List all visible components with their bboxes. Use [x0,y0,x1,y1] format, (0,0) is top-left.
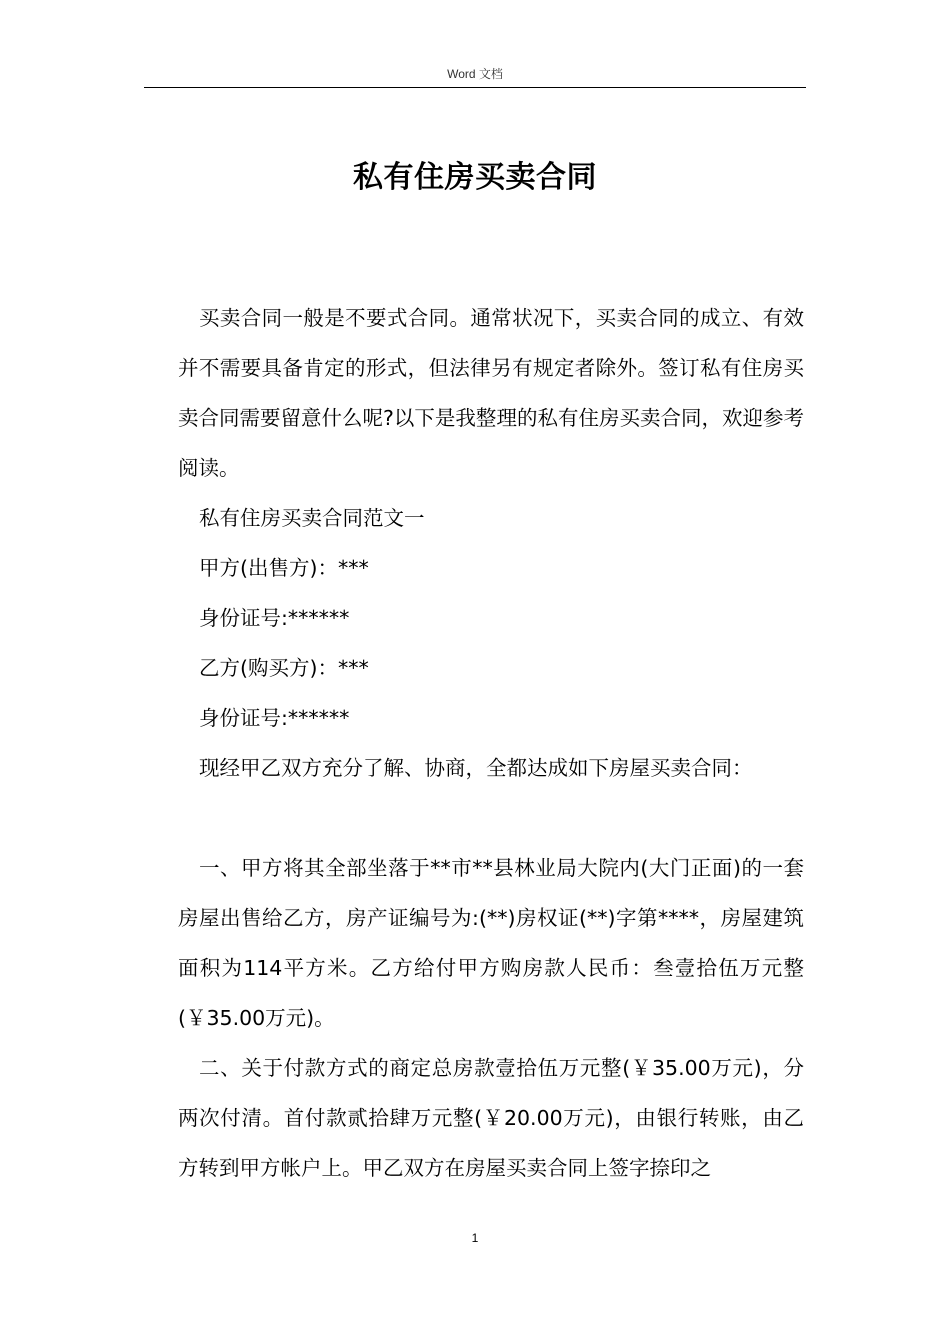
party-a-line: 甲方(出售方)：*** [199,556,369,580]
party-b-line: 乙方(购买方)：*** [199,656,369,680]
page-number: 1 [471,1231,479,1245]
document-title: 私有住房买卖合同 [353,160,597,195]
page-header: Word 文档 [447,67,503,81]
party-a-id-line: 身份证号:****** [199,606,350,630]
blank-line [178,793,804,843]
party-b-id-line: 身份证号:****** [199,706,350,730]
intro-paragraph: 买卖合同一般是不要式合同。通常状况下，买卖合同的成立、有效并不需要具备肯定的形式，但法律另有规定者除外。签订私有住房买卖合同需要留意什么呢?以下是我整理的私有住房买卖合同，欢迎参考阅读。 [178,306,804,480]
document-body [178,293,804,1193]
clause-one-paragraph: 一、甲方将其全部坐落于**市**县林业局大院内(大门正面)的一套房屋出售给乙方，房产证编号为:(**)房权证(**)字第****，房屋建筑面积为114平方米。乙方给付甲方购房款人民币：叁壹拾伍万元整(￥35.00万元)。 [178,856,804,1030]
header-divider [144,87,806,88]
sample-heading: 私有住房买卖合同范文一 [199,506,425,530]
clause-two-paragraph: 二、关于付款方式的商定总房款壹拾伍万元整(￥35.00万元)，分两次付清。首付款贰拾肆万元整(￥20.00万元)，由银行转账，由乙方转到甲方帐户上。甲乙双方在房屋买卖合同上签字捺印之 [178,1056,804,1180]
agreement-intro-line: 现经甲乙双方充分了解、协商，全都达成如下房屋买卖合同： [199,756,753,780]
